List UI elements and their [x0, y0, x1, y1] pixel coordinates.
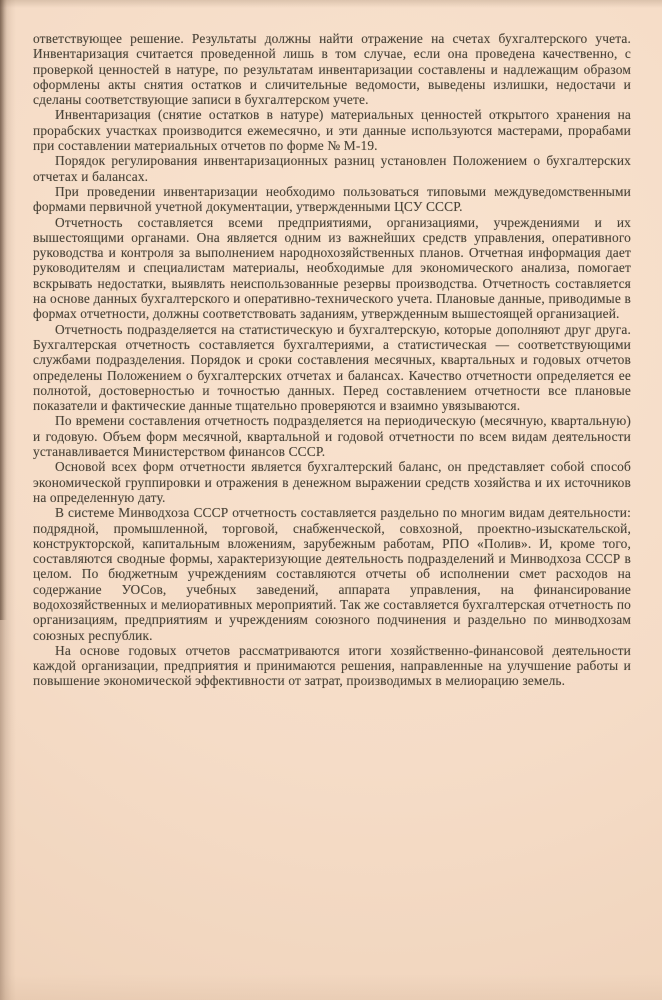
binding-gutter-shadow: [0, 0, 16, 1000]
paragraph: По времени составления отчетность подразделяется на периодическую (месячную, квартальную) и годовую. Объем форм месячной, квартальной и годовой отчетности по всем видам деятельности устанавливается Министерством финансов СССР.: [33, 413, 631, 460]
paragraph: Отчетность подразделяется на статистическую и бухгалтерскую, которые дополняют друг друга. Бухгалтерская отчетность составляется бухгалтериями, а статистическая — соответствующими службами подразделения. Порядок и сроки составления месячных, квартальных и годовых отчетов определены Положением о бухгалтерских отчетах и балансах. Качество отчетности определяется ее полнотой, достоверностью и точностью данных. Перед составлением отчетности все плановые показатели и фактические данные тщательно проверяются и взаимно увязываются.: [33, 321, 631, 414]
paragraph: В системе Минводхоза СССР отчетность составляется раздельно по многим видам деятельности: подрядной, промышленной, торговой, снабженческой, совхозной, проектно-изыскательской, конструкторской, капитальным вложениям, зарубежным работам, РПО «Полив». И, кроме того, составляются сводные формы, характеризующие деятельность подразделений и Минводхоза СССР в целом. По бюджетным учреждениям составляются отчеты об исполнении смет расходов на содержание УОСов, учебных заведений, аппарата управления, на финансирование водохозяйственных и мелиоративных мероприятий. Так же составляется бухгалтерская отчетность по организациям, предприятиям и учреждениям союзного подчинения и раздельно по минводхозам союзных республик.: [33, 505, 631, 643]
paragraph: Порядок регулирования инвентаризационных разниц установлен Положением о бухгалтерских отчетах и балансах.: [33, 153, 631, 184]
paragraph: Основой всех форм отчетности является бухгалтерский баланс, он представляет собой способ экономической группировки и отражения в денежном выражении средств хозяйства и их источников на определенную дату.: [33, 459, 631, 505]
page-text: [33, 31, 631, 689]
paragraph: При проведении инвентаризации необходимо пользоваться типовыми междуведомственными формами первичной учетной документации, утвержденными ЦСУ СССР.: [33, 183, 631, 215]
paragraph-continuation: ответствующее решение. Результаты должны найти отражение на счетах бухгалтерского учета. Инвентаризация считается проведенной лишь в том случае, если она проведена качественно, с проверкой ценностей в натуре, по результатам инвентаризации составлены и надлежащим образом оформлены акты снятия остатков и сличительные ведомости, выведены излишки, недостачи и сделаны соответствующие записи в бухгалтерском учете.: [33, 31, 631, 108]
binding-gutter-shadow-dark: [0, 0, 7, 620]
page-top-edge-shadow: [0, 0, 662, 8]
page-bottom-edge-shadow: [0, 974, 662, 1000]
paragraph: На основе годовых отчетов рассматриваются итоги хозяйственно-финансовой деятельности каждой организации, предприятия и принимаются решения, направленные на улучшение работы и повышение экономической эффективности от затрат, производимых в мелиорацию земель.: [33, 642, 631, 689]
paragraph: Отчетность составляется всеми предприятиями, организациями, учреждениями и их вышестоящими органами. Она является одним из важнейших средств управления, оперативного руководства и контроля за выполнением народнохозяйственных планов. Отчетная информация дает руководителям и специалистам материалы, необходимые для экономического анализа, помогает вскрывать недостатки, выявлять неиспользованные резервы производства. Отчетность составляется на основе данных бухгалтерского и оперативно-технического учета. Плановые данные, приводимые в формах отчетности, должны соответствовать заданиям, утвержденным вышестоящей организацией.: [33, 214, 631, 322]
paragraph: Инвентаризация (снятие остатков в натуре) материальных ценностей открытого хранения на прорабских участках производится ежемесячно, и эти данные используются мастерами, прорабами при составлении материальных отчетов по форме № М-19.: [33, 107, 631, 154]
